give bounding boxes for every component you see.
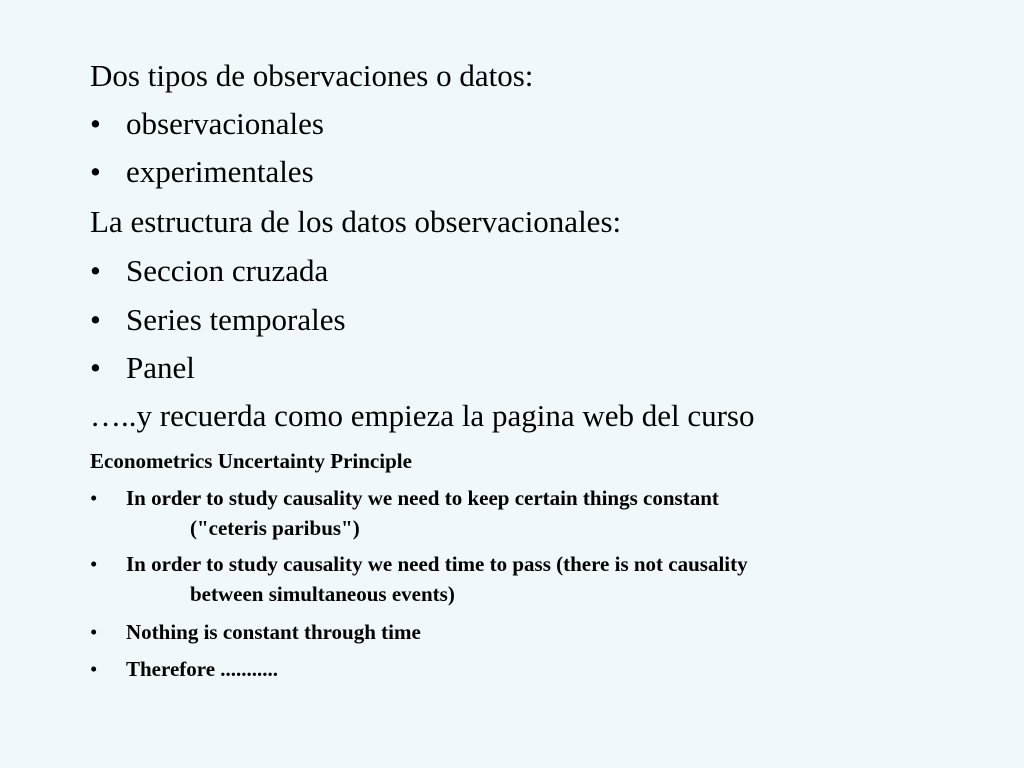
principle-item-1-cont: ("ceteris paribus") — [190, 516, 360, 540]
principle-item-1: In order to study causality we need to keep certain things constant — [126, 486, 719, 510]
bullet-panel: Panel — [126, 350, 195, 385]
heading-data-structure: La estructura de los datos observacionales: — [90, 204, 622, 239]
principle-item-2: In order to study causality we need time to pass (there is not causality — [126, 552, 748, 576]
remark-web-page: …..y recuerda como empieza la pagina web del curso — [90, 398, 755, 433]
bullet-icon: • — [90, 302, 101, 337]
bullet-icon: • — [90, 486, 98, 510]
bullet-seccion-cruzada: Seccion cruzada — [126, 253, 329, 288]
principle-title: Econometrics Uncertainty Principle — [90, 449, 412, 473]
bullet-icon: • — [90, 350, 101, 385]
principle-item-2-cont: between simultaneous events) — [190, 582, 455, 606]
bullet-icon: • — [90, 253, 101, 288]
principle-item-3: Nothing is constant through time — [126, 620, 421, 644]
bullet-series-temporales: Series temporales — [126, 302, 346, 337]
principle-item-4: Therefore ........... — [126, 657, 279, 681]
bullet-icon: • — [90, 620, 98, 644]
bullet-icon: • — [90, 106, 101, 141]
bullet-icon: • — [90, 657, 98, 681]
bullet-experimentales: experimentales — [126, 154, 314, 189]
bullet-icon: • — [90, 552, 98, 576]
bullet-observacionales: observacionales — [126, 106, 324, 141]
bullet-icon: • — [90, 154, 101, 189]
heading-observation-types: Dos tipos de observaciones o datos: — [90, 58, 534, 93]
